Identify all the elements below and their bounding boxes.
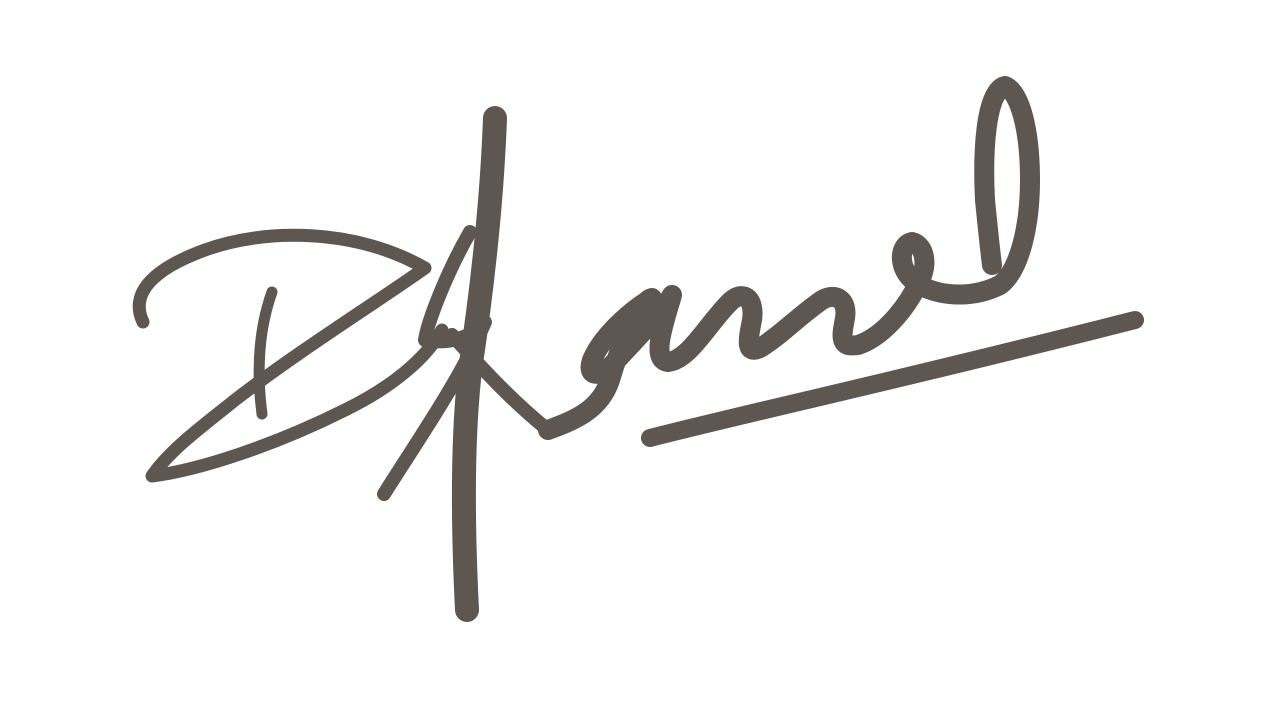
signature-stroke-underline: [650, 320, 1135, 438]
signature-ink: [139, 86, 1135, 610]
signature-stroke-letters: [548, 86, 1030, 430]
signature-stroke-tick: [259, 292, 272, 414]
signature-stroke-sweep: [139, 235, 442, 476]
